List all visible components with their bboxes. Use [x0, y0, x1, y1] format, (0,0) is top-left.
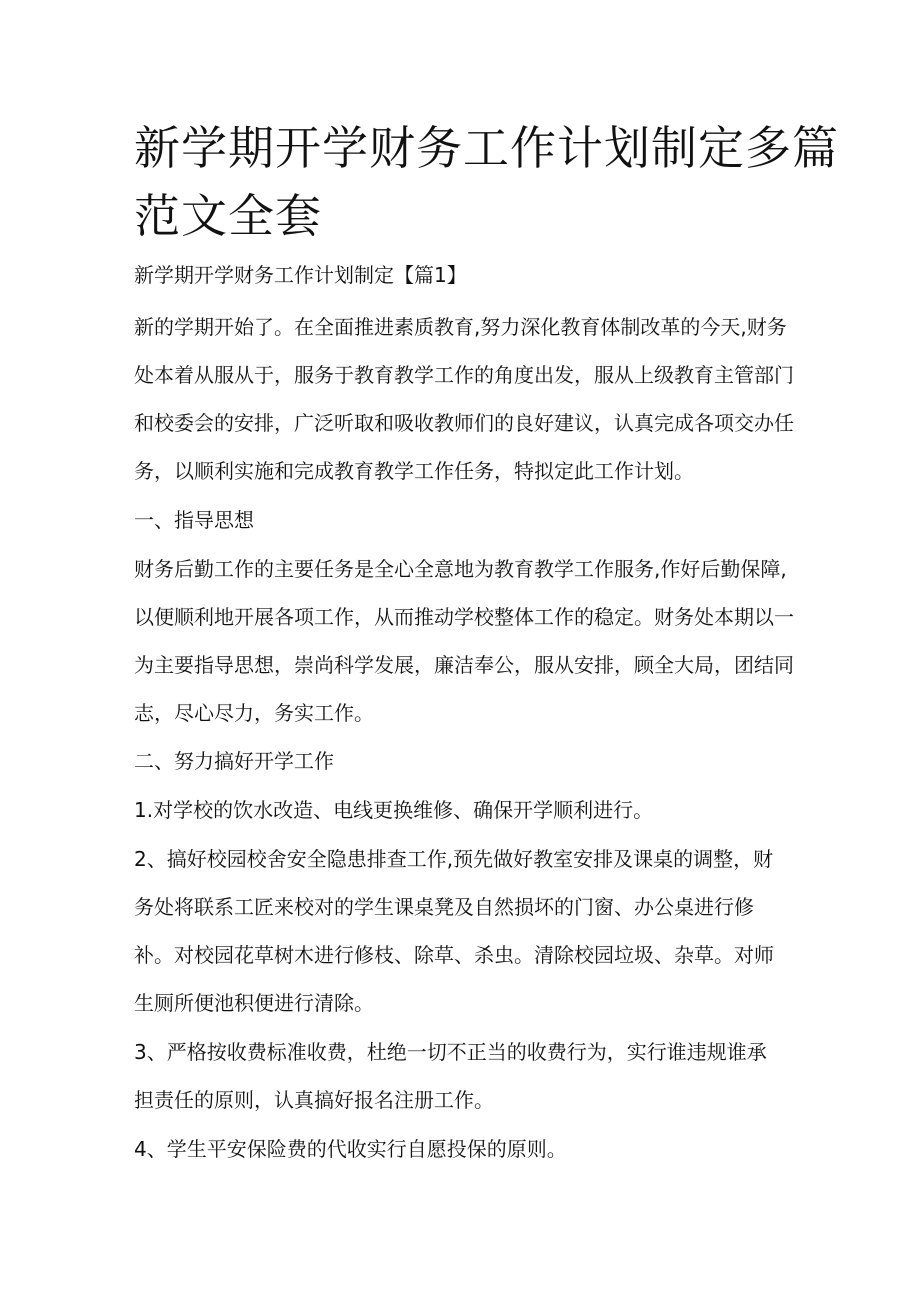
section1-line-4: 志，尽心尽力，务实工作。 — [134, 701, 374, 725]
item1-line: 1.对学校的饮水改造、电线更换维修、确保开学顺利进行。 — [134, 798, 654, 822]
section1-line-3: 为主要指导思想，崇尚科学发展，廉洁奉公，服从安排，顾全大局，团结同 — [134, 653, 794, 677]
intro-line-3: 和校委会的安排，广泛听取和吸收教师们的良好建议，认真完成各项交办任 — [134, 411, 794, 435]
item2-line-1: 2、搞好校园校舍安全隐患排查工作,预先做好教室安排及课桌的调整，财 — [134, 847, 774, 871]
intro-line-4: 务，以顺利实施和完成教育教学工作任务，特拟定此工作计划。 — [134, 459, 694, 483]
section2-heading: 二、努力搞好开学工作 — [134, 749, 334, 773]
document-title-line-2: 范文全套 — [134, 189, 322, 243]
intro-line-2: 处本着从服从于，服务于教育教学工作的角度出发，服从上级教育主管部门 — [134, 363, 794, 387]
intro-line-1: 新的学期开始了。在全面推进素质教育,努力深化教育体制改革的今天,财务 — [134, 315, 787, 339]
section1-heading: 一、指导思想 — [134, 508, 254, 532]
item2-line-3: 补。对校园花草树木进行修枝、除草、杀虫。清除校园垃圾、杂草。对师 — [134, 943, 774, 967]
document-title-line-1: 新学期开学财务工作计划制定多篇 — [134, 121, 839, 175]
item3-line-2: 担责任的原则，认真搞好报名注册工作。 — [134, 1088, 494, 1112]
item3-line-1: 3、严格按收费标准收费，杜绝一切不正当的收费行为，实行谁违规谁承 — [134, 1040, 767, 1064]
document-subtitle: 新学期开学财务工作计划制定【篇1】 — [134, 263, 467, 287]
item2-line-4: 生厕所便池积便进行清除。 — [134, 991, 374, 1015]
item4-line: 4、学生平安保险费的代收实行自愿投保的原则。 — [134, 1137, 567, 1161]
item2-line-2: 务处将联系工匠来校对的学生课桌凳及自然损坏的门窗、办公桌进行修 — [134, 895, 754, 919]
section1-line-2: 以便顺利地开展各项工作，从而推动学校整体工作的稳定。财务处本期以一 — [134, 605, 794, 629]
section1-line-1: 财务后勤工作的主要任务是全心全意地为教育教学工作服务,作好后勤保障, — [134, 557, 787, 581]
